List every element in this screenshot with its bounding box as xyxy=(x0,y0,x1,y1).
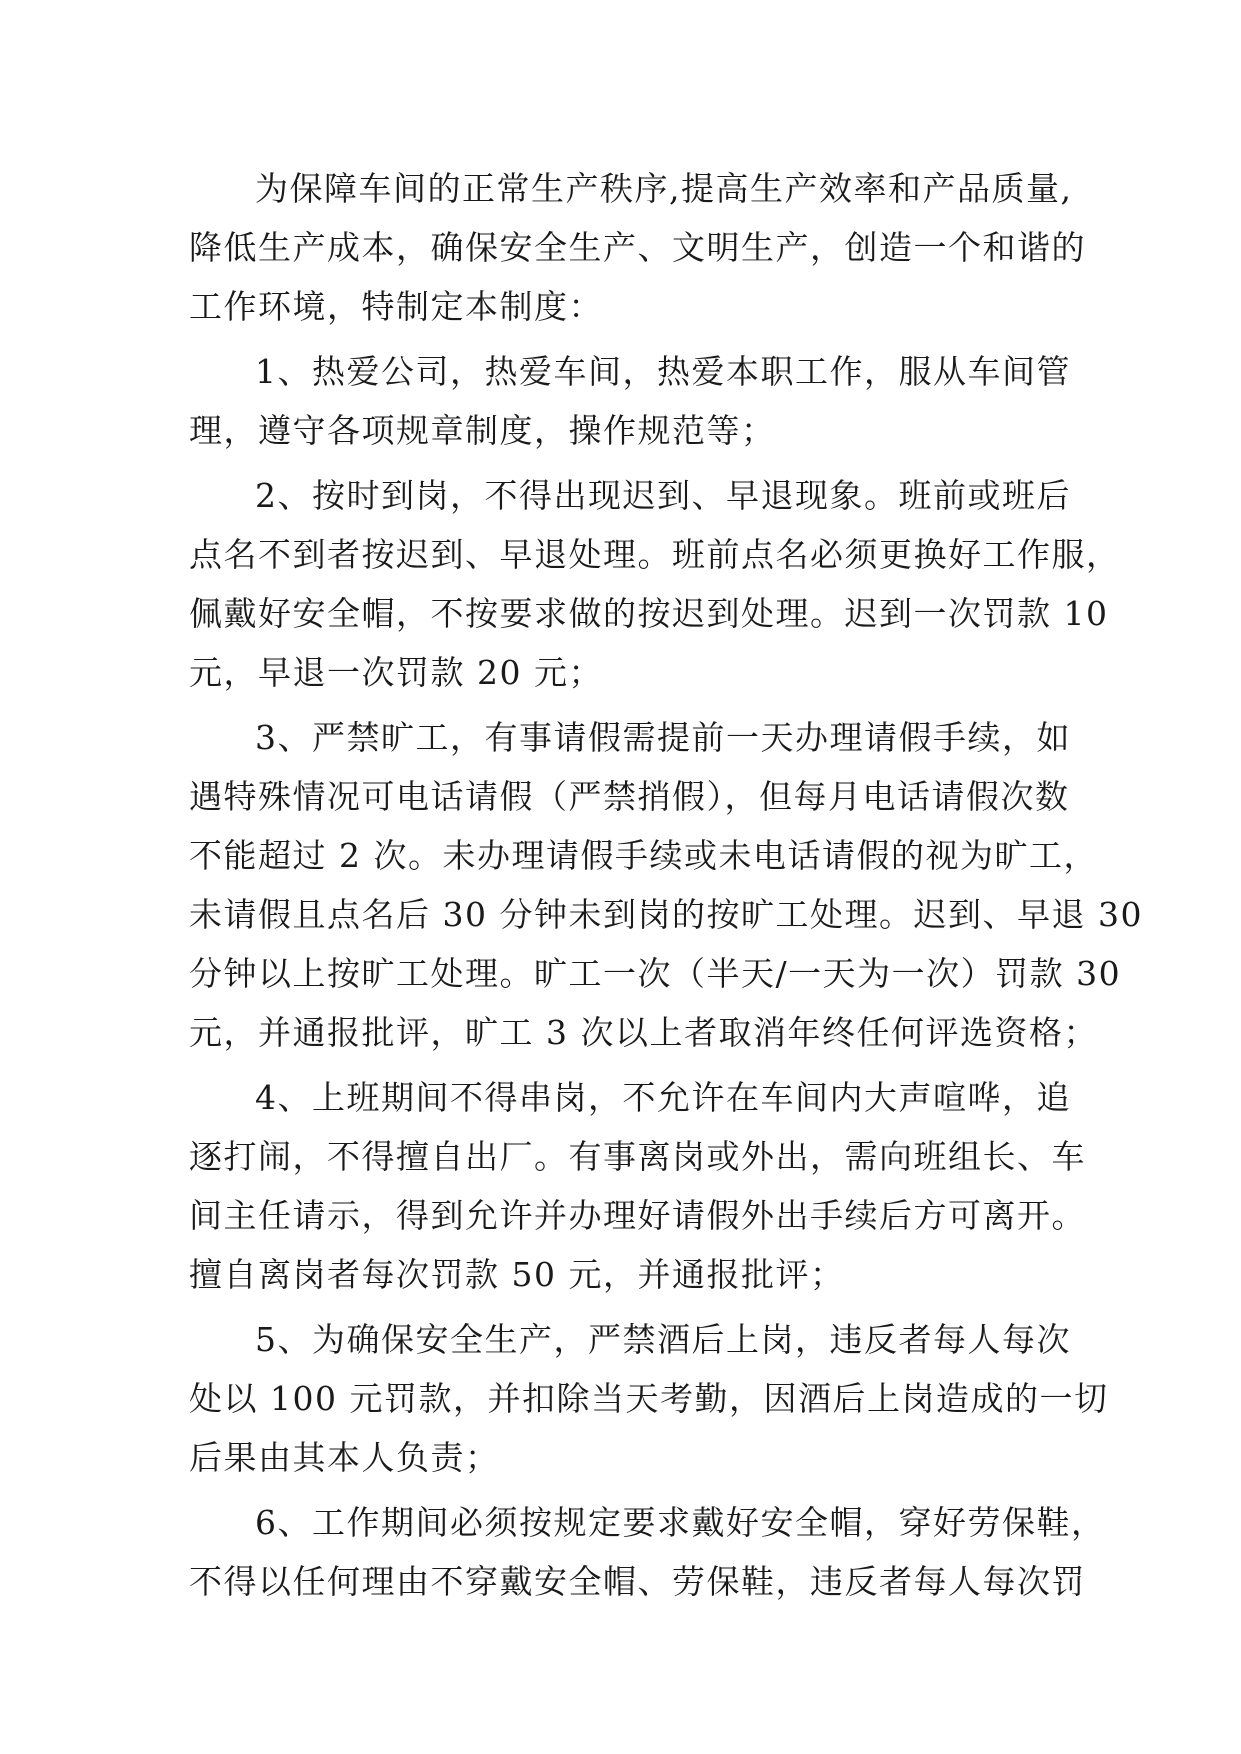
paragraph-rule-2 xyxy=(189,466,1121,702)
paragraph-rule-6 xyxy=(189,1493,1106,1611)
paragraph-rule-4 xyxy=(189,1068,1089,1304)
text-line: 逐打闹，不得擅自出厂。有事离岗或外出，需向班组长、车 xyxy=(189,1137,1086,1176)
text-line: 5、为确保安全生产，严禁酒后上岗，违反者每人每次 xyxy=(255,1320,1071,1359)
text-line: 工作环境，特制定本制度： xyxy=(189,287,603,326)
text-line: 元，早退一次罚款 20 元； xyxy=(189,653,603,692)
text-line: 分钟以上按旷工处理。旷工一次（半天/一天为一次）罚款 30 xyxy=(189,954,1122,993)
text-line: 不得以任何理由不穿戴安全帽、劳保鞋，违反者每人每次罚 xyxy=(189,1562,1086,1601)
text-line: 后果由其本人负责； xyxy=(189,1438,500,1477)
paragraph-rule-1 xyxy=(189,342,1089,460)
text-line: 为保障车间的正常生产秩序,提高生产效率和产品质量, xyxy=(255,169,1073,208)
text-line: 佩戴好安全帽，不按要求做的按迟到处理。迟到一次罚款 10 xyxy=(189,594,1109,633)
text-line: 4、上班期间不得串岗，不允许在车间内大声喧哗，追 xyxy=(255,1078,1071,1117)
text-line: 3、严禁旷工，有事请假需提前一天办理请假手续，如 xyxy=(255,718,1071,757)
document-body xyxy=(189,159,1143,1611)
text-line: 降低生产成本，确保安全生产、文明生产，创造一个和谐的 xyxy=(189,228,1086,267)
text-line: 理，遵守各项规章制度，操作规范等； xyxy=(189,411,776,450)
text-line: 6、工作期间必须按规定要求戴好安全帽，穿好劳保鞋， xyxy=(255,1503,1106,1542)
text-line: 擅自离岗者每次罚款 50 元，并通报批评； xyxy=(189,1255,845,1294)
text-line: 未请假且点名后 30 分钟未到岗的按旷工处理。迟到、早退 30 xyxy=(189,895,1143,934)
text-line: 遇特殊情况可电话请假（严禁捎假），但每月电话请假次数 xyxy=(189,777,1070,816)
paragraph-rule-3 xyxy=(189,708,1143,1062)
text-line: 不能超过 2 次。未办理请假手续或未电话请假的视为旷工， xyxy=(189,836,1098,875)
text-line: 元，并通报批评，旷工 3 次以上者取消年终任何评选资格； xyxy=(189,1013,1098,1052)
text-line: 2、按时到岗，不得出现迟到、早退现象。班前或班后 xyxy=(255,476,1071,515)
text-line: 1、热爱公司，热爱车间，热爱本职工作，服从车间管 xyxy=(255,352,1071,391)
paragraph-rule-5 xyxy=(189,1310,1109,1487)
text-line: 点名不到者按迟到、早退处理。班前点名必须更换好工作服， xyxy=(189,535,1121,574)
text-line: 处以 100 元罚款，并扣除当天考勤，因酒后上岗造成的一切 xyxy=(189,1379,1109,1418)
paragraph-intro xyxy=(189,159,1089,336)
text-line: 间主任请示，得到允许并办理好请假外出手续后方可离开。 xyxy=(189,1196,1086,1235)
